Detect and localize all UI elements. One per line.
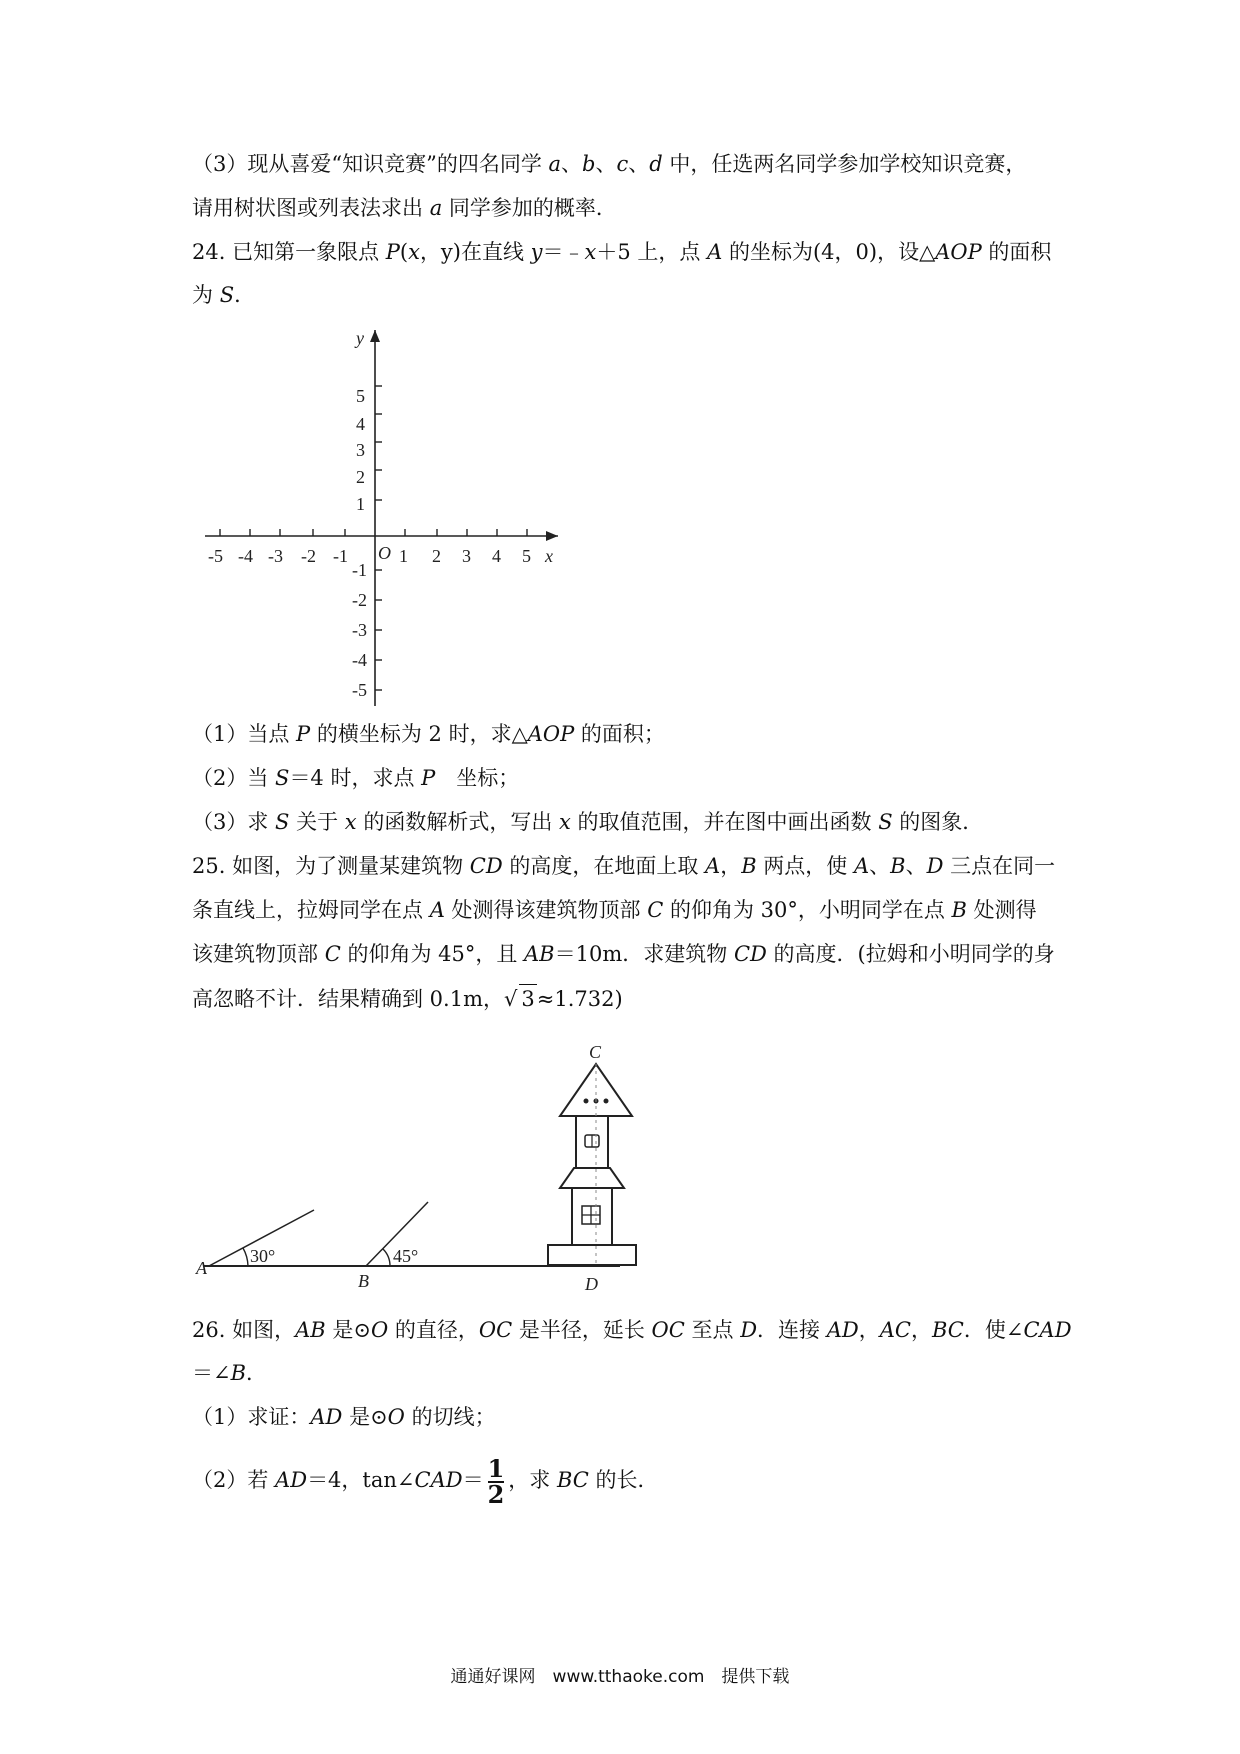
var-a: a — [429, 196, 443, 220]
var: B — [890, 854, 906, 878]
var: AD — [826, 1318, 859, 1342]
text: ＝ — [462, 1468, 484, 1492]
label-b: B — [358, 1271, 369, 1291]
var: CAD — [414, 1468, 463, 1492]
var: y — [530, 240, 543, 264]
text: 的切线； — [404, 1405, 496, 1429]
var-b: b — [582, 152, 596, 176]
text: 是⊙ — [325, 1318, 371, 1342]
angle-label-30: 30° — [250, 1246, 276, 1266]
x-tick-label: 4 — [492, 546, 501, 566]
text: 坐标； — [435, 766, 520, 790]
var: S — [275, 766, 290, 790]
label-a: A — [196, 1258, 207, 1278]
y-tick-label: -3 — [352, 620, 367, 640]
fraction — [487, 1453, 505, 1509]
text: ( — [399, 240, 409, 264]
label-d: D — [585, 1274, 598, 1294]
var: P — [296, 722, 311, 746]
y-tick-label: -5 — [352, 680, 367, 700]
text: 的图象． — [892, 810, 984, 834]
var: S — [878, 810, 893, 834]
text: （1）求证： — [192, 1405, 311, 1429]
coordinate-axes-figure — [190, 320, 570, 720]
q24-line2 — [192, 281, 255, 309]
angle-arc-45 — [383, 1249, 390, 1266]
text: 是⊙ — [342, 1405, 388, 1429]
q23-part3-line1 — [192, 150, 1026, 178]
text: 26. 如图， — [192, 1318, 296, 1342]
y-axis-arrow-icon — [370, 330, 380, 342]
x-tick-label: 5 — [522, 546, 531, 566]
q25-line3 — [192, 940, 1055, 968]
text: ．使∠ — [963, 1318, 1024, 1342]
x-axis-arrow-icon — [546, 531, 558, 541]
page-footer: 通通好课网 www.tthaoke.com 提供下载 — [450, 1667, 790, 1687]
q25-line4 — [192, 984, 623, 1013]
q25-line2 — [192, 896, 1037, 924]
text: 的高度．(拉姆和小明同学的身 — [766, 942, 1055, 966]
text: （3）求 — [192, 810, 276, 834]
var: A — [705, 854, 721, 878]
var: CD — [733, 942, 767, 966]
var: OC — [478, 1318, 513, 1342]
text: （3）现从喜爱“知识竞赛”的四名同学 — [192, 152, 549, 176]
text: 的坐标为(4，0)，设△ — [722, 240, 936, 264]
var: B — [230, 1361, 247, 1385]
var: C — [324, 942, 341, 966]
text: 的取值范围，并在图中画出函数 — [570, 810, 879, 834]
var: AB — [295, 1318, 326, 1342]
var: A — [429, 898, 445, 922]
text: ＝﹣ — [542, 240, 585, 264]
var: OC — [651, 1318, 685, 1342]
y-tick-label: 3 — [356, 440, 365, 460]
q24-line1 — [192, 238, 1051, 266]
text: 的面积 — [981, 240, 1052, 264]
var: B — [951, 898, 967, 922]
q24-part3 — [192, 808, 983, 836]
text: 、 — [905, 854, 927, 878]
fraction-denominator: 2 — [487, 1479, 505, 1509]
q24-part2 — [192, 764, 519, 792]
var: AOP — [527, 722, 575, 746]
text: ≈1.732) — [536, 987, 623, 1011]
x-tick-label: -2 — [301, 546, 316, 566]
y-tick-label: 1 — [356, 494, 365, 514]
text: 三点在同一 — [943, 854, 1056, 878]
text: ＝4 时，求点 — [289, 766, 422, 790]
text: 的高度，在地面上取 — [502, 854, 706, 878]
text: 的面积； — [574, 722, 665, 746]
y-tick-label: 4 — [356, 414, 365, 434]
q26-part1 — [192, 1403, 496, 1431]
text: ＋5 上，点 — [596, 240, 708, 264]
y-tick-label: -4 — [352, 650, 367, 670]
text: 的长． — [588, 1468, 659, 1492]
label-c: C — [589, 1042, 602, 1062]
y-tick-label: -2 — [352, 590, 367, 610]
var: O — [370, 1318, 389, 1342]
angle-label-45: 45° — [393, 1246, 419, 1266]
var: S — [275, 810, 290, 834]
var: x — [408, 240, 420, 264]
q26-line2 — [192, 1359, 267, 1387]
text: ＝10m．求建筑物 — [554, 942, 734, 966]
tower-middle-roof — [560, 1168, 624, 1188]
text: 、 — [869, 854, 891, 878]
text: 至点 — [684, 1318, 741, 1342]
x-tick-label: -5 — [208, 546, 223, 566]
text: 处测得该建筑物顶部 — [444, 898, 648, 922]
text: 中，任选两名同学参加学校知识竞赛， — [662, 152, 1027, 176]
q26-line1 — [192, 1316, 1072, 1344]
text: 关于 — [289, 810, 345, 834]
text: ． — [234, 283, 256, 307]
var: D — [740, 1318, 758, 1342]
tower-figure — [190, 1030, 650, 1300]
x-tick-label: -4 — [238, 546, 253, 566]
q24-part1 — [192, 720, 665, 748]
text: 的直径， — [388, 1318, 479, 1342]
var-d: d — [649, 152, 663, 176]
var: A — [853, 854, 870, 878]
sqrt-symbol: √ — [503, 987, 518, 1011]
var: AB — [524, 942, 555, 966]
var: AD — [310, 1405, 343, 1429]
var: AD — [275, 1468, 308, 1492]
text: ， — [910, 1318, 932, 1342]
x-tick-label: -3 — [268, 546, 283, 566]
text: 该建筑物顶部 — [192, 942, 325, 966]
text: 的仰角为 45°，且 — [340, 942, 525, 966]
var: P — [385, 240, 400, 264]
var: CAD — [1023, 1318, 1072, 1342]
text: 处测得 — [966, 898, 1037, 922]
text: （1）当点 — [192, 722, 297, 746]
text: 、 — [561, 152, 583, 176]
text: ．连接 — [757, 1318, 827, 1342]
text: （2）当 — [192, 766, 276, 790]
text: ＝∠ — [192, 1361, 231, 1385]
x-tick-label: -1 — [333, 546, 348, 566]
tower-base — [548, 1245, 636, 1265]
x-axis-label: x — [545, 546, 553, 566]
var: D — [926, 854, 944, 878]
text: 的函数解析式，写出 — [356, 810, 559, 834]
q23-part3-line2 — [192, 194, 617, 222]
text: 高忽略不计．结果精确到 0.1m， — [192, 987, 504, 1011]
var: x — [344, 810, 357, 834]
text: 的横坐标为 2 时，求△ — [310, 722, 528, 746]
text: 同学参加的概率． — [442, 196, 617, 220]
var: O — [387, 1405, 405, 1429]
var-a: a — [548, 152, 562, 176]
text: 为 — [192, 283, 220, 307]
y-axis-label: y — [356, 328, 364, 348]
var: C — [647, 898, 664, 922]
var: S — [219, 283, 235, 307]
text: 、 — [595, 152, 617, 176]
text: 两点，使 — [756, 854, 854, 878]
var: CD — [469, 854, 503, 878]
text: ． — [246, 1361, 268, 1385]
text: ， — [720, 854, 742, 878]
var: A — [707, 240, 723, 264]
text: ， — [858, 1318, 880, 1342]
q25-line1 — [192, 852, 1055, 880]
var: AOP — [935, 240, 982, 264]
y-tick-label: 5 — [356, 386, 365, 406]
var: x — [584, 240, 597, 264]
y-tick-label: 2 — [356, 467, 365, 487]
var: P — [421, 766, 436, 790]
var: BC — [931, 1318, 964, 1342]
var: BC — [556, 1468, 589, 1492]
q26-part2 — [192, 1450, 659, 1510]
text: 25. 如图，为了测量某建筑物 — [192, 854, 470, 878]
y-tick-label: -1 — [352, 560, 367, 580]
x-tick-label: 2 — [432, 546, 441, 566]
text: 请用树状图或列表法求出 — [192, 196, 430, 220]
var: B — [741, 854, 757, 878]
text: 是半径，延长 — [512, 1318, 652, 1342]
fraction-numerator: 1 — [487, 1453, 505, 1483]
var: AC — [879, 1318, 911, 1342]
text: （2）若 — [192, 1468, 276, 1492]
origin-label: O — [378, 543, 391, 563]
text: 24. 已知第一象限点 — [192, 240, 386, 264]
text: 的仰角为 30°，小明同学在点 — [663, 898, 952, 922]
text: ＝4，tan∠ — [307, 1468, 415, 1492]
x-tick-label: 1 — [399, 546, 408, 566]
x-tick-label: 3 — [462, 546, 471, 566]
angle-arc-30 — [243, 1248, 248, 1266]
text: ，y)在直线 — [419, 240, 531, 264]
sqrt-radicand: 3 — [519, 984, 536, 1013]
tower-lower-body — [572, 1188, 612, 1245]
text: 条直线上，拉姆同学在点 — [192, 898, 430, 922]
text: ，求 — [508, 1468, 557, 1492]
var-c: c — [616, 152, 629, 176]
var: x — [559, 810, 571, 834]
text: 、 — [628, 152, 650, 176]
